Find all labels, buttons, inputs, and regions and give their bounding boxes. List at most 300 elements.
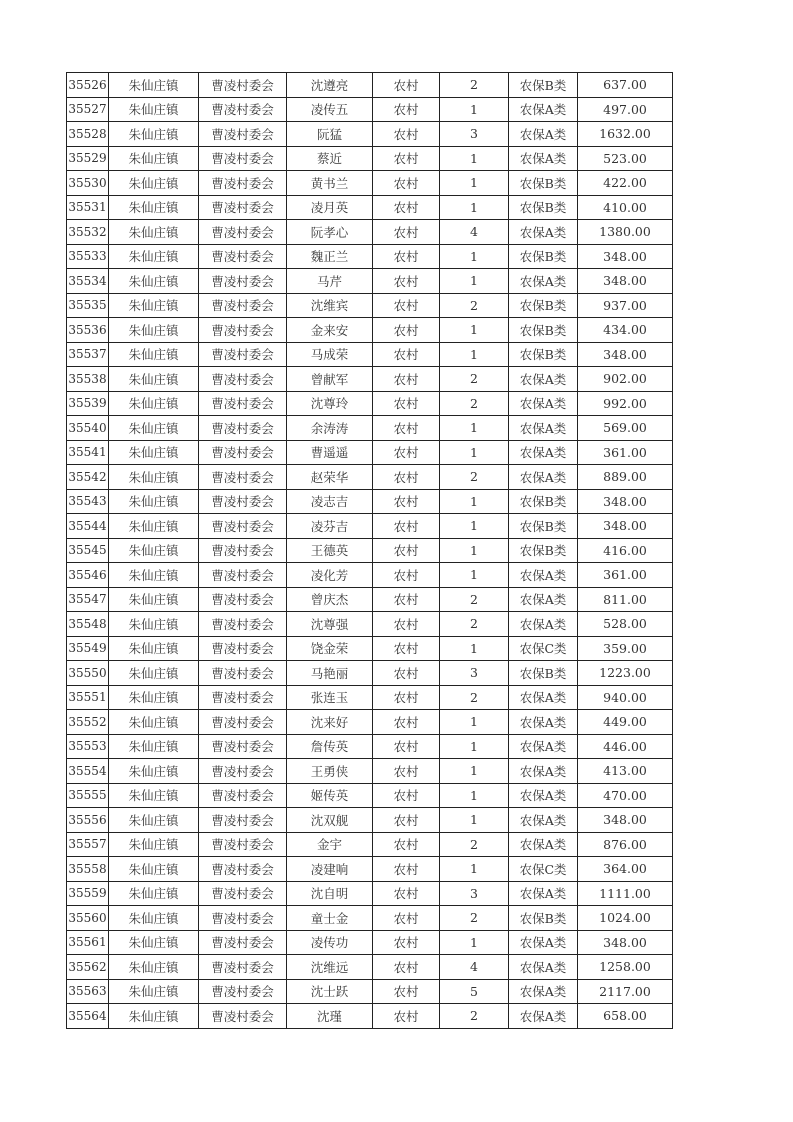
table-row [67, 636, 673, 661]
village-committee-cell: 曹凌村委会 [199, 73, 287, 98]
village-committee-cell: 曹凌村委会 [199, 661, 287, 686]
person-name-cell: 凌建响 [287, 857, 373, 882]
insurance-category-cell: 农保B类 [509, 244, 578, 269]
village-committee-cell: 曹凌村委会 [199, 587, 287, 612]
area-type-cell: 农村 [373, 661, 440, 686]
village-committee-cell: 曹凌村委会 [199, 710, 287, 735]
table-row [67, 293, 673, 318]
row-id-cell: 35550 [67, 661, 109, 686]
table-row [67, 342, 673, 367]
row-id-cell: 35554 [67, 759, 109, 784]
household-size-cell: 2 [440, 73, 509, 98]
town-cell: 朱仙庄镇 [109, 906, 199, 931]
area-type-cell: 农村 [373, 930, 440, 955]
area-type-cell: 农村 [373, 710, 440, 735]
insurance-category-cell: 农保A类 [509, 832, 578, 857]
amount-cell: 348.00 [578, 489, 673, 514]
amount-cell: 348.00 [578, 514, 673, 539]
insurance-category-cell: 农保B类 [509, 342, 578, 367]
household-size-cell: 4 [440, 220, 509, 245]
row-id-cell: 35534 [67, 269, 109, 294]
insurance-category-cell: 农保A类 [509, 685, 578, 710]
person-name-cell: 蔡近 [287, 146, 373, 171]
insurance-category-cell: 农保A类 [509, 759, 578, 784]
household-size-cell: 1 [440, 195, 509, 220]
area-type-cell: 农村 [373, 146, 440, 171]
insurance-category-cell: 农保A类 [509, 783, 578, 808]
town-cell: 朱仙庄镇 [109, 342, 199, 367]
insurance-category-cell: 农保A类 [509, 465, 578, 490]
amount-cell: 470.00 [578, 783, 673, 808]
table-row [67, 857, 673, 882]
insurance-category-cell: 农保A类 [509, 955, 578, 980]
table-row [67, 440, 673, 465]
village-committee-cell: 曹凌村委会 [199, 612, 287, 637]
table-row [67, 734, 673, 759]
row-id-cell: 35533 [67, 244, 109, 269]
household-size-cell: 1 [440, 734, 509, 759]
area-type-cell: 农村 [373, 538, 440, 563]
table-row [67, 195, 673, 220]
amount-cell: 937.00 [578, 293, 673, 318]
row-id-cell: 35558 [67, 857, 109, 882]
village-committee-cell: 曹凌村委会 [199, 514, 287, 539]
row-id-cell: 35545 [67, 538, 109, 563]
village-committee-cell: 曹凌村委会 [199, 440, 287, 465]
table-row [67, 783, 673, 808]
table-row [67, 685, 673, 710]
amount-cell: 658.00 [578, 1004, 673, 1029]
household-size-cell: 1 [440, 636, 509, 661]
insurance-category-cell: 农保A类 [509, 612, 578, 637]
area-type-cell: 农村 [373, 293, 440, 318]
amount-cell: 449.00 [578, 710, 673, 735]
household-size-cell: 1 [440, 440, 509, 465]
person-name-cell: 马成荣 [287, 342, 373, 367]
person-name-cell: 魏正兰 [287, 244, 373, 269]
person-name-cell: 凌芬吉 [287, 514, 373, 539]
household-size-cell: 2 [440, 465, 509, 490]
village-committee-cell: 曹凌村委会 [199, 685, 287, 710]
household-size-cell: 3 [440, 881, 509, 906]
row-id-cell: 35546 [67, 563, 109, 588]
household-size-cell: 3 [440, 122, 509, 147]
amount-cell: 348.00 [578, 930, 673, 955]
town-cell: 朱仙庄镇 [109, 244, 199, 269]
person-name-cell: 王德英 [287, 538, 373, 563]
household-size-cell: 1 [440, 318, 509, 343]
insurance-category-cell: 农保B类 [509, 661, 578, 686]
town-cell: 朱仙庄镇 [109, 734, 199, 759]
table-row [67, 465, 673, 490]
area-type-cell: 农村 [373, 1004, 440, 1029]
amount-cell: 1380.00 [578, 220, 673, 245]
table-row [67, 612, 673, 637]
table-row [67, 710, 673, 735]
row-id-cell: 35560 [67, 906, 109, 931]
amount-cell: 348.00 [578, 808, 673, 833]
person-name-cell: 张连玉 [287, 685, 373, 710]
household-size-cell: 1 [440, 930, 509, 955]
household-size-cell: 1 [440, 563, 509, 588]
person-name-cell: 凌传功 [287, 930, 373, 955]
town-cell: 朱仙庄镇 [109, 293, 199, 318]
village-committee-cell: 曹凌村委会 [199, 391, 287, 416]
town-cell: 朱仙庄镇 [109, 955, 199, 980]
person-name-cell: 童士金 [287, 906, 373, 931]
household-size-cell: 1 [440, 416, 509, 441]
area-type-cell: 农村 [373, 269, 440, 294]
village-committee-cell: 曹凌村委会 [199, 930, 287, 955]
town-cell: 朱仙庄镇 [109, 857, 199, 882]
amount-cell: 410.00 [578, 195, 673, 220]
amount-cell: 1258.00 [578, 955, 673, 980]
town-cell: 朱仙庄镇 [109, 1004, 199, 1029]
amount-cell: 2117.00 [578, 979, 673, 1004]
village-committee-cell: 曹凌村委会 [199, 881, 287, 906]
household-size-cell: 4 [440, 955, 509, 980]
row-id-cell: 35531 [67, 195, 109, 220]
village-committee-cell: 曹凌村委会 [199, 146, 287, 171]
amount-cell: 361.00 [578, 440, 673, 465]
insurance-category-cell: 农保A类 [509, 146, 578, 171]
insurance-category-cell: 农保B类 [509, 318, 578, 343]
village-committee-cell: 曹凌村委会 [199, 832, 287, 857]
insurance-category-cell: 农保B类 [509, 489, 578, 514]
area-type-cell: 农村 [373, 685, 440, 710]
row-id-cell: 35547 [67, 587, 109, 612]
row-id-cell: 35542 [67, 465, 109, 490]
table-row [67, 538, 673, 563]
amount-cell: 889.00 [578, 465, 673, 490]
table-row [67, 367, 673, 392]
person-name-cell: 詹传英 [287, 734, 373, 759]
village-committee-cell: 曹凌村委会 [199, 734, 287, 759]
area-type-cell: 农村 [373, 195, 440, 220]
village-committee-cell: 曹凌村委会 [199, 171, 287, 196]
town-cell: 朱仙庄镇 [109, 587, 199, 612]
row-id-cell: 35564 [67, 1004, 109, 1029]
amount-cell: 1024.00 [578, 906, 673, 931]
area-type-cell: 农村 [373, 979, 440, 1004]
village-committee-cell: 曹凌村委会 [199, 906, 287, 931]
household-size-cell: 2 [440, 367, 509, 392]
amount-cell: 902.00 [578, 367, 673, 392]
amount-cell: 348.00 [578, 244, 673, 269]
village-committee-cell: 曹凌村委会 [199, 857, 287, 882]
town-cell: 朱仙庄镇 [109, 685, 199, 710]
town-cell: 朱仙庄镇 [109, 979, 199, 1004]
area-type-cell: 农村 [373, 465, 440, 490]
person-name-cell: 曹遥遥 [287, 440, 373, 465]
insurance-category-cell: 农保B类 [509, 195, 578, 220]
household-size-cell: 1 [440, 759, 509, 784]
village-committee-cell: 曹凌村委会 [199, 955, 287, 980]
household-size-cell: 2 [440, 906, 509, 931]
person-name-cell: 曾献军 [287, 367, 373, 392]
person-name-cell: 沈维远 [287, 955, 373, 980]
household-size-cell: 1 [440, 808, 509, 833]
area-type-cell: 农村 [373, 97, 440, 122]
insurance-category-cell: 农保A类 [509, 269, 578, 294]
person-name-cell: 曾庆杰 [287, 587, 373, 612]
town-cell: 朱仙庄镇 [109, 661, 199, 686]
town-cell: 朱仙庄镇 [109, 146, 199, 171]
person-name-cell: 马艳丽 [287, 661, 373, 686]
amount-cell: 422.00 [578, 171, 673, 196]
area-type-cell: 农村 [373, 857, 440, 882]
household-size-cell: 2 [440, 293, 509, 318]
person-name-cell: 沈维宾 [287, 293, 373, 318]
person-name-cell: 凌月英 [287, 195, 373, 220]
row-id-cell: 35528 [67, 122, 109, 147]
household-size-cell: 1 [440, 171, 509, 196]
row-id-cell: 35527 [67, 97, 109, 122]
insurance-category-cell: 农保B类 [509, 906, 578, 931]
table-row [67, 489, 673, 514]
table-row [67, 930, 673, 955]
household-size-cell: 1 [440, 244, 509, 269]
person-name-cell: 余涛涛 [287, 416, 373, 441]
row-id-cell: 35553 [67, 734, 109, 759]
amount-cell: 361.00 [578, 563, 673, 588]
town-cell: 朱仙庄镇 [109, 808, 199, 833]
household-size-cell: 2 [440, 391, 509, 416]
table-row [67, 906, 673, 931]
town-cell: 朱仙庄镇 [109, 514, 199, 539]
household-size-cell: 2 [440, 1004, 509, 1029]
area-type-cell: 农村 [373, 734, 440, 759]
area-type-cell: 农村 [373, 636, 440, 661]
table-row [67, 979, 673, 1004]
village-committee-cell: 曹凌村委会 [199, 244, 287, 269]
town-cell: 朱仙庄镇 [109, 832, 199, 857]
person-name-cell: 沈士跃 [287, 979, 373, 1004]
table-row [67, 146, 673, 171]
insurance-category-cell: 农保A类 [509, 563, 578, 588]
village-committee-cell: 曹凌村委会 [199, 979, 287, 1004]
town-cell: 朱仙庄镇 [109, 759, 199, 784]
household-size-cell: 5 [440, 979, 509, 1004]
amount-cell: 528.00 [578, 612, 673, 637]
amount-cell: 446.00 [578, 734, 673, 759]
area-type-cell: 农村 [373, 171, 440, 196]
insurance-category-cell: 农保B类 [509, 538, 578, 563]
table-row [67, 832, 673, 857]
town-cell: 朱仙庄镇 [109, 538, 199, 563]
insurance-category-cell: 农保A类 [509, 734, 578, 759]
area-type-cell: 农村 [373, 514, 440, 539]
insurance-category-cell: 农保A类 [509, 979, 578, 1004]
area-type-cell: 农村 [373, 612, 440, 637]
person-name-cell: 沈双舰 [287, 808, 373, 833]
insurance-category-cell: 农保A类 [509, 97, 578, 122]
village-committee-cell: 曹凌村委会 [199, 269, 287, 294]
insurance-category-cell: 农保A类 [509, 808, 578, 833]
household-size-cell: 1 [440, 783, 509, 808]
village-committee-cell: 曹凌村委会 [199, 636, 287, 661]
person-name-cell: 姬传英 [287, 783, 373, 808]
insurance-category-cell: 农保A类 [509, 367, 578, 392]
person-name-cell: 金来安 [287, 318, 373, 343]
village-committee-cell: 曹凌村委会 [199, 759, 287, 784]
amount-cell: 992.00 [578, 391, 673, 416]
town-cell: 朱仙庄镇 [109, 195, 199, 220]
table-row [67, 881, 673, 906]
table-row [67, 269, 673, 294]
household-size-cell: 2 [440, 832, 509, 857]
amount-cell: 876.00 [578, 832, 673, 857]
town-cell: 朱仙庄镇 [109, 563, 199, 588]
village-committee-cell: 曹凌村委会 [199, 220, 287, 245]
row-id-cell: 35561 [67, 930, 109, 955]
amount-cell: 348.00 [578, 342, 673, 367]
beneficiary-table [66, 72, 673, 1029]
household-size-cell: 1 [440, 514, 509, 539]
town-cell: 朱仙庄镇 [109, 122, 199, 147]
area-type-cell: 农村 [373, 783, 440, 808]
person-name-cell: 沈尊强 [287, 612, 373, 637]
person-name-cell: 凌传五 [287, 97, 373, 122]
row-id-cell: 35552 [67, 710, 109, 735]
town-cell: 朱仙庄镇 [109, 489, 199, 514]
village-committee-cell: 曹凌村委会 [199, 195, 287, 220]
table-row [67, 661, 673, 686]
village-committee-cell: 曹凌村委会 [199, 97, 287, 122]
household-size-cell: 1 [440, 97, 509, 122]
household-size-cell: 1 [440, 710, 509, 735]
area-type-cell: 农村 [373, 759, 440, 784]
amount-cell: 497.00 [578, 97, 673, 122]
village-committee-cell: 曹凌村委会 [199, 489, 287, 514]
insurance-category-cell: 农保A类 [509, 391, 578, 416]
area-type-cell: 农村 [373, 955, 440, 980]
row-id-cell: 35539 [67, 391, 109, 416]
household-size-cell: 2 [440, 587, 509, 612]
household-size-cell: 2 [440, 612, 509, 637]
table-row [67, 808, 673, 833]
person-name-cell: 沈瑾 [287, 1004, 373, 1029]
table-row [67, 587, 673, 612]
row-id-cell: 35548 [67, 612, 109, 637]
village-committee-cell: 曹凌村委会 [199, 465, 287, 490]
person-name-cell: 金宇 [287, 832, 373, 857]
person-name-cell: 沈来好 [287, 710, 373, 735]
insurance-category-cell: 农保A类 [509, 440, 578, 465]
area-type-cell: 农村 [373, 220, 440, 245]
person-name-cell: 凌志吉 [287, 489, 373, 514]
row-id-cell: 35551 [67, 685, 109, 710]
town-cell: 朱仙庄镇 [109, 269, 199, 294]
village-committee-cell: 曹凌村委会 [199, 416, 287, 441]
row-id-cell: 35543 [67, 489, 109, 514]
amount-cell: 523.00 [578, 146, 673, 171]
village-committee-cell: 曹凌村委会 [199, 367, 287, 392]
area-type-cell: 农村 [373, 587, 440, 612]
table-row [67, 1004, 673, 1029]
table-row [67, 97, 673, 122]
person-name-cell: 饶金荣 [287, 636, 373, 661]
person-name-cell: 沈尊玲 [287, 391, 373, 416]
amount-cell: 413.00 [578, 759, 673, 784]
amount-cell: 364.00 [578, 857, 673, 882]
insurance-category-cell: 农保A类 [509, 416, 578, 441]
table-row [67, 73, 673, 98]
row-id-cell: 35526 [67, 73, 109, 98]
amount-cell: 1111.00 [578, 881, 673, 906]
village-committee-cell: 曹凌村委会 [199, 318, 287, 343]
person-name-cell: 沈遵亮 [287, 73, 373, 98]
amount-cell: 1223.00 [578, 661, 673, 686]
row-id-cell: 35559 [67, 881, 109, 906]
person-name-cell: 王勇侠 [287, 759, 373, 784]
area-type-cell: 农村 [373, 489, 440, 514]
row-id-cell: 35556 [67, 808, 109, 833]
insurance-category-cell: 农保A类 [509, 930, 578, 955]
town-cell: 朱仙庄镇 [109, 783, 199, 808]
amount-cell: 1632.00 [578, 122, 673, 147]
town-cell: 朱仙庄镇 [109, 391, 199, 416]
row-id-cell: 35540 [67, 416, 109, 441]
town-cell: 朱仙庄镇 [109, 416, 199, 441]
insurance-category-cell: 农保B类 [509, 514, 578, 539]
insurance-category-cell: 农保A类 [509, 587, 578, 612]
area-type-cell: 农村 [373, 832, 440, 857]
area-type-cell: 农村 [373, 318, 440, 343]
town-cell: 朱仙庄镇 [109, 881, 199, 906]
row-id-cell: 35535 [67, 293, 109, 318]
row-id-cell: 35530 [67, 171, 109, 196]
table-row [67, 563, 673, 588]
insurance-category-cell: 农保A类 [509, 1004, 578, 1029]
insurance-category-cell: 农保A类 [509, 220, 578, 245]
town-cell: 朱仙庄镇 [109, 171, 199, 196]
amount-cell: 637.00 [578, 73, 673, 98]
town-cell: 朱仙庄镇 [109, 73, 199, 98]
town-cell: 朱仙庄镇 [109, 318, 199, 343]
village-committee-cell: 曹凌村委会 [199, 538, 287, 563]
town-cell: 朱仙庄镇 [109, 367, 199, 392]
amount-cell: 348.00 [578, 269, 673, 294]
household-size-cell: 2 [440, 685, 509, 710]
amount-cell: 434.00 [578, 318, 673, 343]
table-row [67, 220, 673, 245]
household-size-cell: 1 [440, 489, 509, 514]
person-name-cell: 沈自明 [287, 881, 373, 906]
town-cell: 朱仙庄镇 [109, 930, 199, 955]
amount-cell: 569.00 [578, 416, 673, 441]
area-type-cell: 农村 [373, 122, 440, 147]
table-row [67, 244, 673, 269]
person-name-cell: 马芹 [287, 269, 373, 294]
row-id-cell: 35544 [67, 514, 109, 539]
household-size-cell: 3 [440, 661, 509, 686]
insurance-category-cell: 农保B类 [509, 171, 578, 196]
table-row [67, 318, 673, 343]
insurance-category-cell: 农保C类 [509, 636, 578, 661]
row-id-cell: 35537 [67, 342, 109, 367]
village-committee-cell: 曹凌村委会 [199, 122, 287, 147]
area-type-cell: 农村 [373, 563, 440, 588]
insurance-category-cell: 农保A类 [509, 881, 578, 906]
row-id-cell: 35536 [67, 318, 109, 343]
row-id-cell: 35549 [67, 636, 109, 661]
town-cell: 朱仙庄镇 [109, 97, 199, 122]
village-committee-cell: 曹凌村委会 [199, 808, 287, 833]
row-id-cell: 35541 [67, 440, 109, 465]
town-cell: 朱仙庄镇 [109, 440, 199, 465]
person-name-cell: 赵荣华 [287, 465, 373, 490]
